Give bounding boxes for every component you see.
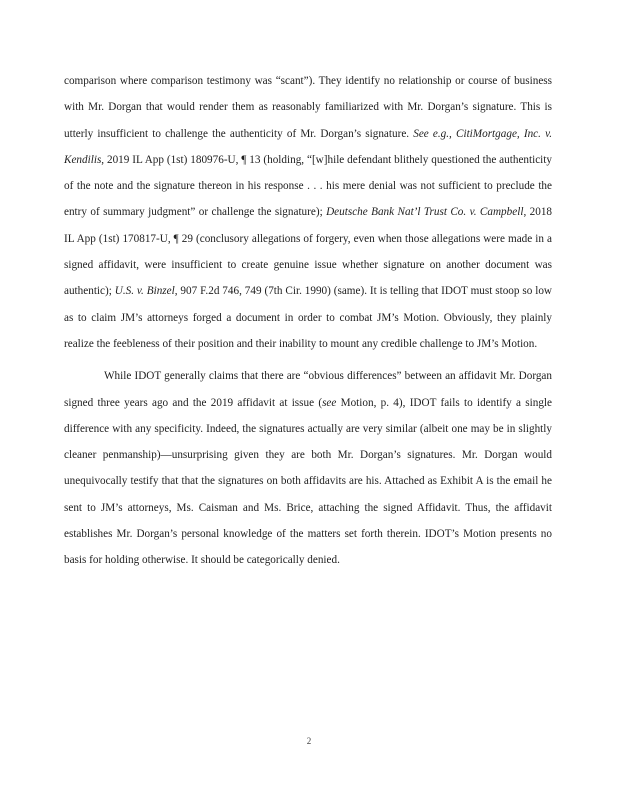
text-run: Motion, p. 4), IDOT fails to identify a single difference with any specificity. Indeed, the signatures actually are very similar (albeit one may be in slightly cleaner penmanship)—unsurprising given they are both Mr. Dorgan’s signatures. Mr. Dorgan would unequivocally testify that that the signatures on both affidavits are his. Attached as Exhibit A is the email he sent to JM’s attorneys, Ms. Caisman and Ms. Brice, attaching the signed Affidavit. Thus, the affidavit establishes Mr. Dorgan’s personal knowledge of the matters set forth therein. IDOT’s Motion presents no basis for holding otherwise. It should be categorically denied. [64, 396, 553, 567]
case-citation: See e.g., CitiMortgage, Inc. v. Kendilis [64, 127, 553, 166]
text-run: , 907 F.2d 746, 749 (7th Cir. 1990) (same). It is telling that IDOT must stoop so low as to claim JM’s attorneys forged a document in order to combat JM’s Motion. Obviously, they plainly realize the feebleness of their position and their inability to mount any credible challenge to JM’s Motion. [64, 285, 552, 350]
text-run: , 2018 IL App (1st) 170817-U, ¶ 29 (conclusory allegations of forgery, even when those allegations were made in a signed affidavit, were insufficient to create genuine issue whether signature on another document was authentic); [64, 206, 553, 298]
paragraph [64, 363, 552, 573]
case-citation: Deutsche Bank Nat’l Trust Co. v. Campbell [326, 206, 524, 219]
text-run: comparison where comparison testimony was “scant”). They identify no relationship or course of business with Mr. Dorgan that would render them as reasonably familiarized with Mr. Dorgan’s signature. This is utterly insufficient to challenge the authenticity of Mr. Dorgan’s signature. [64, 75, 552, 140]
case-citation: U.S. v. Binzel [114, 285, 175, 298]
text-run: While IDOT generally claims that there are “obvious differences” between an affidavit Mr. Dorgan signed three years ago and the 2019 affidavit at issue ( [64, 370, 552, 409]
paragraph [64, 68, 552, 357]
text-run: , 2019 IL App (1st) 180976-U, ¶ 13 (holding, “[w]hile defendant blithely questioned the authenticity of the note and the signature thereon in his response . . . his mere denial was not sufficient to preclude the entry of summary judgment” or challenge the signature); [64, 153, 552, 219]
body-text [64, 68, 552, 574]
page-number: 2 [306, 736, 312, 746]
case-citation: see [322, 396, 337, 409]
